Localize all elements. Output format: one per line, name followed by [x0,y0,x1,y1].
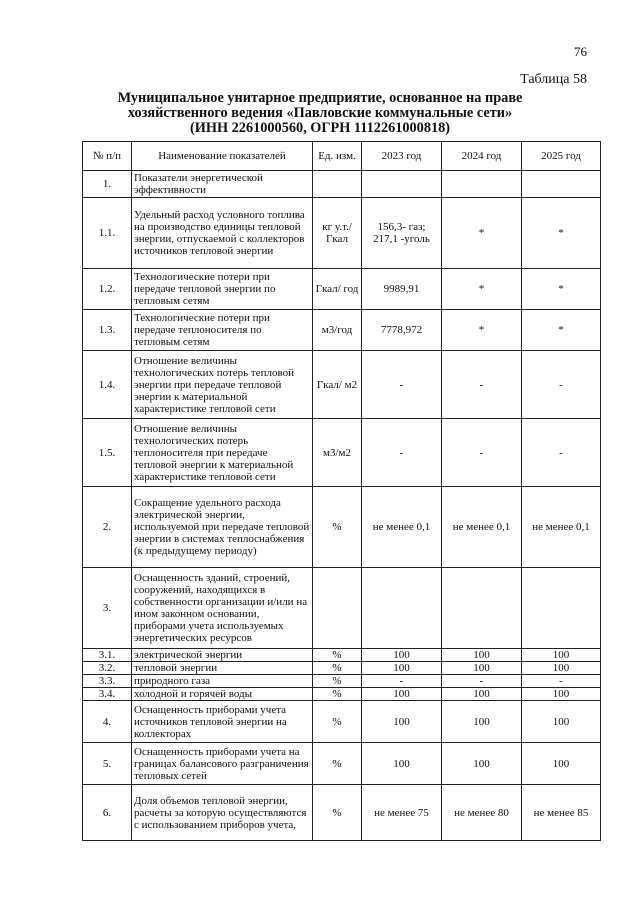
row-num: 6. [83,785,132,841]
row-name: тепловой энергии [132,662,313,675]
row-2024: не менее 80 [442,785,522,841]
header-name: Наименование показателей [132,142,313,171]
row-2024: 100 [442,743,522,785]
row-num: 3. [83,568,132,649]
row-2025: 100 [522,662,601,675]
row-2024: 100 [442,701,522,743]
row-name: Оснащенность зданий, строений, сооружений, находящихся в собственности организации и/или на ином законном основании, приборами учета используемых энергетических ресурсов [132,568,313,649]
header-num: № п/п [83,142,132,171]
row-2024: 100 [442,649,522,662]
row-2023: 100 [362,743,442,785]
row-2024 [442,568,522,649]
table-row [83,701,601,743]
row-num: 3.3. [83,675,132,688]
table-row [83,269,601,310]
row-name: Удельный расход условного топлива на производство единицы тепловой энергии, отпускаемой с коллекторов источников тепловой энергии [132,198,313,269]
row-2024: - [442,419,522,487]
row-name: Технологические потери при передаче тепловой энергии по тепловым сетям [132,269,313,310]
row-unit: % [313,701,362,743]
table-row [83,662,601,675]
row-name: электрической энергии [132,649,313,662]
row-name: Показатели энергетической эффективности [132,171,313,198]
row-2024: - [442,675,522,688]
table-row [83,487,601,568]
row-name: Отношение величины технологических потерь тепловой энергии при передаче тепловой энергии к материальной характеристике тепловой сети [132,351,313,419]
row-name: Оснащенность приборами учета на границах балансового разграничения тепловых сетей [132,743,313,785]
row-num: 1.1. [83,198,132,269]
row-2025: 100 [522,701,601,743]
row-num: 1.5. [83,419,132,487]
table-row [83,198,601,269]
table-row [83,419,601,487]
header-unit: Ед. изм. [313,142,362,171]
title-line-2: хозяйственного ведения «Павловские коммунальные сети» [127,105,513,121]
row-2023 [362,171,442,198]
row-2023: 100 [362,649,442,662]
row-name: Оснащенность приборами учета источников тепловой энергии на коллекторах [132,701,313,743]
row-2025: 100 [522,743,601,785]
row-unit [313,568,362,649]
row-2024: * [442,310,522,351]
row-num: 3.4. [83,688,132,701]
table-row [83,351,601,419]
row-num: 3.1. [83,649,132,662]
row-unit: % [313,487,362,568]
row-unit: % [313,688,362,701]
row-2025 [522,568,601,649]
title-line-1: Муниципальное унитарное предприятие, основанное на праве [117,90,523,106]
row-2024: 100 [442,662,522,675]
row-name: Отношение величины технологических потерь теплоносителя при передаче тепловой энергии к материальной характеристике тепловой сети [132,419,313,487]
row-name: природного газа [132,675,313,688]
table-row [83,675,601,688]
row-2024 [442,171,522,198]
table-row [83,785,601,841]
row-2025: * [522,269,601,310]
row-unit: % [313,675,362,688]
row-num: 3.2. [83,662,132,675]
row-2025: не менее 85 [522,785,601,841]
row-2024: * [442,269,522,310]
row-2025 [522,171,601,198]
row-2025: 100 [522,688,601,701]
row-2023: - [362,351,442,419]
row-2023: 7778,972 [362,310,442,351]
row-2023: 156,3- газ; 217,1 -уголь [362,198,442,269]
row-2025: не менее 0,1 [522,487,601,568]
row-2024: не менее 0,1 [442,487,522,568]
row-2025: 100 [522,649,601,662]
row-unit: % [313,743,362,785]
table-row [83,171,601,198]
row-unit: % [313,785,362,841]
row-2023: не менее 75 [362,785,442,841]
row-2023 [362,568,442,649]
header-2024: 2024 год [442,142,522,171]
row-unit: м3/год [313,310,362,351]
row-name: холодной и горячей воды [132,688,313,701]
row-2025: - [522,351,601,419]
row-num: 5. [83,743,132,785]
row-num: 2. [83,487,132,568]
page-number: 76 [574,44,587,59]
row-2023: 100 [362,662,442,675]
row-unit: % [313,649,362,662]
indicators-table [82,141,601,841]
title-line-3: (ИНН 2261000560, ОГРН 1112261000818) [189,120,451,136]
row-name: Технологические потери при передаче теплоносителя по тепловым сетям [132,310,313,351]
row-unit: м3/м2 [313,419,362,487]
row-num: 1.2. [83,269,132,310]
table-row [83,688,601,701]
row-2023: 100 [362,701,442,743]
table-row [83,310,601,351]
table-title [80,91,560,136]
row-num: 1. [83,171,132,198]
row-unit [313,171,362,198]
row-2025: * [522,198,601,269]
row-2023: 9989,91 [362,269,442,310]
table-row [83,649,601,662]
row-2025: - [522,419,601,487]
table-row [83,743,601,785]
row-2025: * [522,310,601,351]
row-2024: 100 [442,688,522,701]
row-num: 1.3. [83,310,132,351]
row-2023: 100 [362,688,442,701]
row-num: 1.4. [83,351,132,419]
row-name: Доля объемов тепловой энергии, расчеты за которую осуществляются с использованием приборов учета, [132,785,313,841]
row-unit: Гкал/ м2 [313,351,362,419]
row-name: Сокращение удельного расхода электрической энергии, используемой при передаче тепловой энергии в системах теплоснабжения (к предыдущему периоду) [132,487,313,568]
row-2023: не менее 0,1 [362,487,442,568]
row-unit: кг у.т./ Гкал [313,198,362,269]
row-2023: - [362,675,442,688]
header-2025: 2025 год [522,142,601,171]
row-2024: - [442,351,522,419]
row-unit: Гкал/ год [313,269,362,310]
row-2025: - [522,675,601,688]
table-label: Таблица 58 [520,72,587,87]
table-header-row [83,142,601,171]
row-2023: - [362,419,442,487]
header-2023: 2023 год [362,142,442,171]
row-num: 4. [83,701,132,743]
table-row [83,568,601,649]
row-unit: % [313,662,362,675]
row-2024: * [442,198,522,269]
